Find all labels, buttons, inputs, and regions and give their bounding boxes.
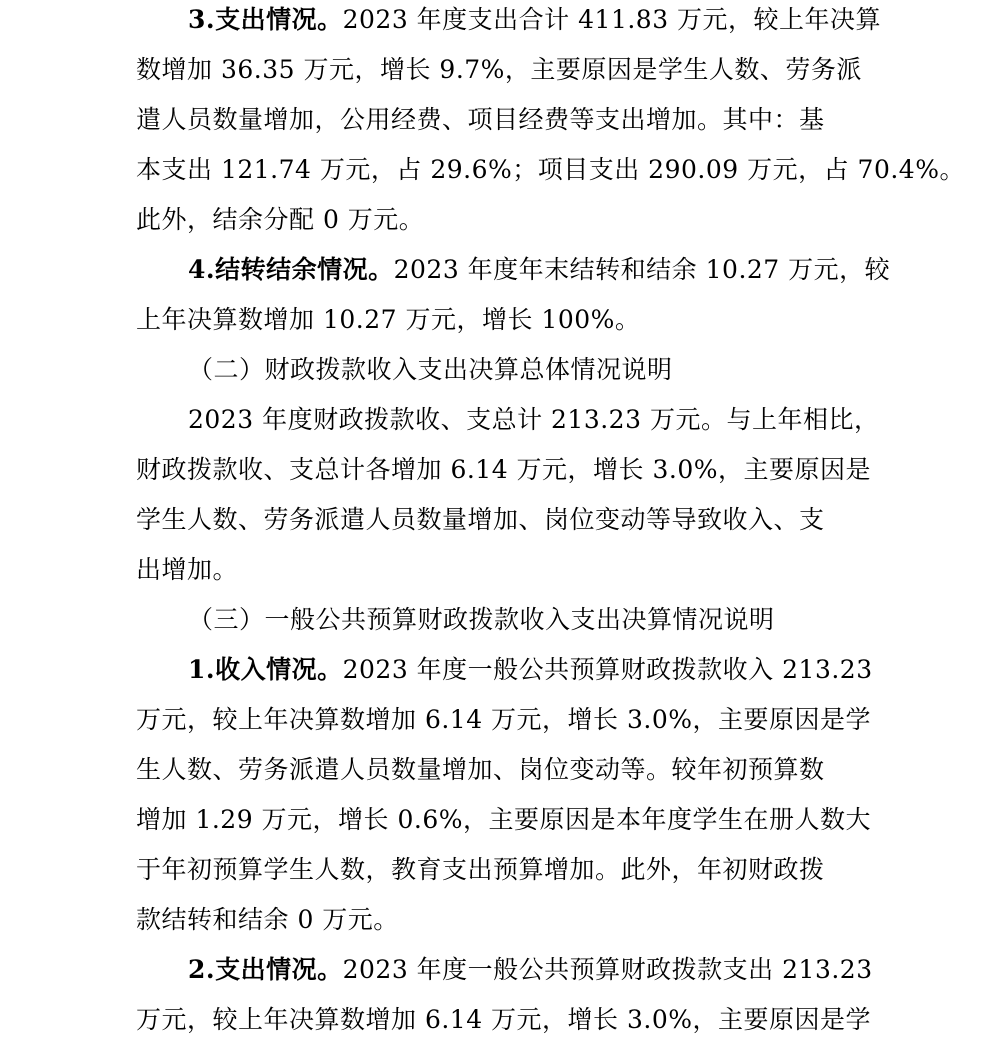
paragraph-line: 于年初预算学生人数，教育支出预算增加。此外，年初财政拨 bbox=[136, 855, 825, 884]
paragraph-line bbox=[188, 253, 890, 287]
paragraph-line: 出增加。 bbox=[136, 555, 239, 584]
paragraph-line bbox=[188, 3, 881, 37]
paragraph-line: 生人数、劳务派遣人员数量增加、岗位变动等。较年初预算数 bbox=[136, 755, 825, 784]
paragraph-line: 学生人数、劳务派遣人员数量增加、岗位变动等导致收入、支 bbox=[136, 505, 825, 534]
paragraph-line: 本支出 121.74 万元，占 29.6%；项目支出 290.09 万元，占 70.4%。 bbox=[136, 155, 965, 184]
paragraph-line: 此外，结余分配 0 万元。 bbox=[136, 205, 425, 234]
paragraph-line: 财政拨款收、支总计各增加 6.14 万元，增长 3.0%，主要原因是 bbox=[136, 455, 872, 484]
paragraph-text: 2023 年度一般公共预算财政拨款收入 213.23 bbox=[342, 655, 873, 684]
paragraph-line: 遣人员数量增加，公用经费、项目经费等支出增加。其中：基 bbox=[136, 105, 825, 134]
section-title: （三）一般公共预算财政拨款收入支出决算情况说明 bbox=[188, 605, 775, 634]
paragraph-line: 增加 1.29 万元，增长 0.6%，主要原因是本年度学生在册人数大 bbox=[136, 805, 872, 834]
paragraph-line bbox=[188, 953, 873, 987]
section-heading: 4.结转结余情况。 bbox=[188, 255, 394, 284]
paragraph-text: 2023 年度一般公共预算财政拨款支出 213.23 bbox=[342, 955, 873, 984]
section-title: （二）财政拨款收入支出决算总体情况说明 bbox=[188, 355, 673, 384]
paragraph-line: 万元，较上年决算数增加 6.14 万元，增长 3.0%，主要原因是学 bbox=[136, 1005, 872, 1034]
paragraph-line: 2023 年度财政拨款收、支总计 213.23 万元。与上年相比， bbox=[188, 405, 880, 434]
paragraph-text: 2023 年度年末结转和结余 10.27 万元，较 bbox=[393, 255, 891, 284]
section-heading: 1.收入情况。 bbox=[188, 655, 343, 684]
paragraph-line: 款结转和结余 0 万元。 bbox=[136, 905, 399, 934]
section-heading: 2.支出情况。 bbox=[188, 955, 343, 984]
paragraph-line: 万元，较上年决算数增加 6.14 万元，增长 3.0%，主要原因是学 bbox=[136, 705, 872, 734]
section-heading: 3.支出情况。 bbox=[188, 5, 343, 34]
paragraph-line: 上年决算数增加 10.27 万元，增长 100%。 bbox=[136, 305, 641, 334]
paragraph-line bbox=[188, 653, 873, 687]
paragraph-line: 数增加 36.35 万元，增长 9.7%，主要原因是学生人数、劳务派 bbox=[136, 55, 862, 84]
paragraph-text: 2023 年度支出合计 411.83 万元，较上年决算 bbox=[342, 5, 882, 34]
